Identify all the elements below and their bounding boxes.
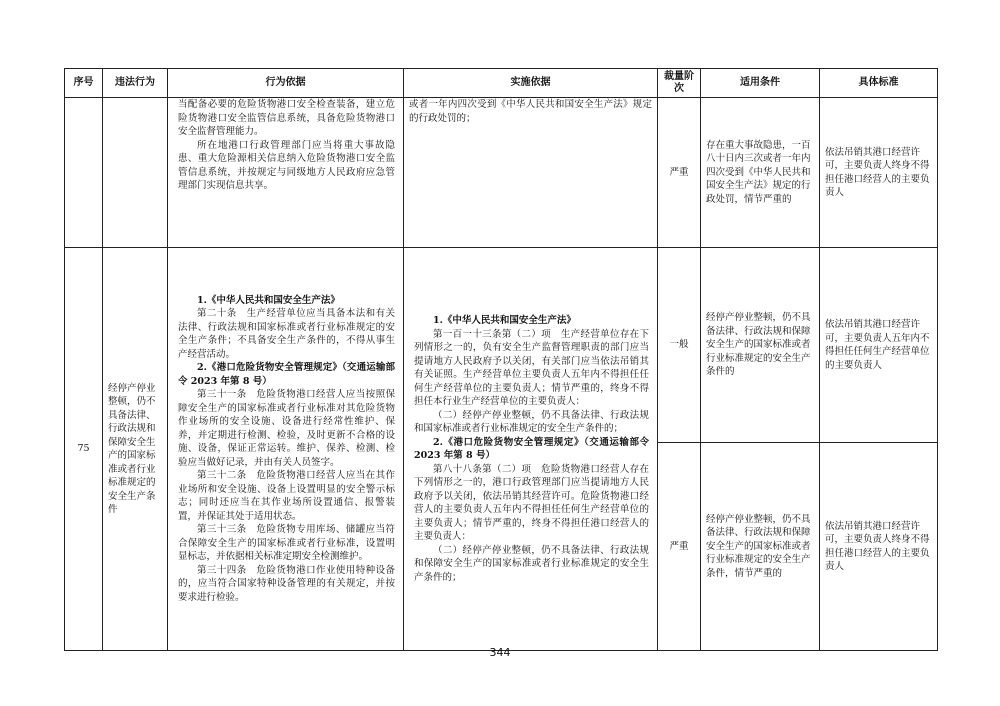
table-row-75-general: [65, 248, 938, 443]
row75-act-cell: 经停产停业整顿，仍不具备法律、行政法规和保障安全生产的国家标准或者行业标准规定的安全生产条件: [103, 248, 168, 651]
basis-art33: 第三十三条 危险货物专用库场、储罐应当符合保障安全生产的国家标准或者行业标准，设置明显标志，并依据相关标准定期安全检测维护。: [178, 524, 395, 563]
basis-law1-art20: 第二十条 生产经营单位应当具备本法和有关法律、行政法规和国家标准或者行业标准规定的安全生产条件；不具备安全生产条件的，不得从事生产经营活动。: [178, 308, 395, 360]
prev-cond-cell: 存在重大事故隐患，一百八十日内三次或者一年内四次受到《中华人民共和国安全生产法》规定的行政处罚，情节严重的: [701, 98, 820, 248]
regulation-table: [64, 68, 938, 651]
row75-general-level: 一般: [658, 248, 701, 443]
impl-law1-item: （二）经停产停业整顿，仍不具备法律、行政法规和国家标准或者行业标准规定的安全生产条件的；: [414, 409, 649, 434]
impl-law2-art: 第八十八条第（二）项 危险货物港口经营人存在下列情形之一的，港口行政管理部门应当提请地方人民政府予以关闭，依法吊销其经营许可。危险货物港口经营人的主要负责人五年内不得担任任何生产经营单位的主要负责人；情节严重的，终身不得担任港口经营人的主要负责人：: [414, 463, 649, 542]
row75-serious-std: 依法吊销其港口经营许可，主要负责人终身不得担任港口经营人的主要负责人: [820, 443, 938, 651]
impl-law2-title: 2.《港口危险货物安全管理规定》（交通运输部令 2023 年第 8 号）: [414, 436, 649, 461]
row75-general-std: 依法吊销其港口经营许可，主要负责人五年内不得担任任何生产经营单位的主要负责人: [820, 248, 938, 443]
header-impl: 实施依据: [404, 69, 658, 98]
basis-law1-title: 1.《中华人民共和国安全生产法》: [197, 294, 340, 306]
basis-art34: 第三十四条 危险货物港口作业使用特种设备的，应当符合国家特种设备管理的有关规定，并按要求进行检验。: [178, 564, 395, 603]
prev-level-cell: 严重: [658, 98, 701, 248]
row75-serious-level: 严重: [658, 443, 701, 651]
row75-seq-cell: 75: [65, 248, 103, 651]
impl-law2-item: （二）经停产停业整顿，仍不具备法律、行政法规和保障安全生产的国家标准或者行业标准规定的安全生产条件的；: [414, 544, 649, 583]
header-seq: 序号: [65, 69, 103, 98]
header-basis: 行为依据: [168, 69, 404, 98]
row75-general-cond: 经停产停业整顿，仍不具备法律、行政法规和保障安全生产的国家标准或者行业标准规定的安全生产条件的: [701, 248, 820, 443]
prev-act-cell: [103, 98, 168, 248]
basis-law2-title: 2.《港口危险货物安全管理规定》（交通运输部令 2023 年第 8 号）: [178, 362, 395, 387]
prev-std-cell: 依法吊销其港口经营许可，主要负责人终身不得担任港口经营人的主要负责人: [820, 98, 938, 248]
prev-basis-cell: [168, 98, 404, 248]
row75-impl-cell: [404, 248, 658, 651]
header-row: [65, 69, 938, 98]
row75-basis-cell: [168, 248, 404, 651]
page-number: 344: [489, 646, 511, 659]
row75-serious-cond: 经停产停业整顿，仍不具备法律、行政法规和保障安全生产的国家标准或者行业标准规定的安全生产条件，情节严重的: [701, 443, 820, 651]
header-level: 裁量阶次: [658, 69, 701, 98]
impl-law1-art: 第一百一十三条第（二）项 生产经营单位存在下列情形之一的，负有安全生产监督管理职责的部门应当提请地方人民政府予以关闭，有关部门应当依法吊销其有关证照。生产经营单位主要负责人五年内不得担任任何生产经营单位的主要负责人；情节严重的，终身不得担任本行业生产经营单位的主要负责人：: [414, 328, 649, 407]
header-cond: 适用条件: [701, 69, 820, 98]
prev-basis-para-2: 所在地港口行政管理部门应当将重大事故隐患、重大危险源相关信息纳入危险货物港口安全监管信息系统，并按规定与同级地方人民政府应急管理部门实现信息共享。: [178, 139, 395, 191]
basis-art32: 第三十二条 危险货物港口经营人应当在其作业场所和安全设施、设备上设置明显的安全警示标志；同时还应当在其作业场所设置通信、报警装置，并保证其处于适用状态。: [178, 470, 395, 522]
prev-impl-text: 或者一年内四次受到《中华人民共和国安全生产法》规定的行政处罚的；: [409, 99, 652, 124]
header-act: 违法行为: [103, 69, 168, 98]
table-row-continued: [65, 98, 938, 248]
prev-impl-cell: [404, 98, 658, 248]
prev-seq-cell: [65, 98, 103, 248]
impl-law1-title: 1.《中华人民共和国安全生产法》: [433, 315, 576, 326]
header-std: 具体标准: [820, 69, 938, 98]
prev-basis-para-1: 当配备必要的危险货物港口安全检查装备，建立危险货物港口安全监管信息系统，具备危险货物港口安全监督管理能力。: [178, 99, 395, 137]
basis-art31: 第三十一条 危险货物港口经营人应当按照保障安全生产的国家标准或者行业标准对其危险货物作业场所的安全设施、设备进行经常性维护、保养，并定期进行检测、检验，及时更新不合格的设施、设备，保证正常运转。维护、保养、检测、检验应当做好记录，并由有关人员签字。: [178, 389, 395, 468]
